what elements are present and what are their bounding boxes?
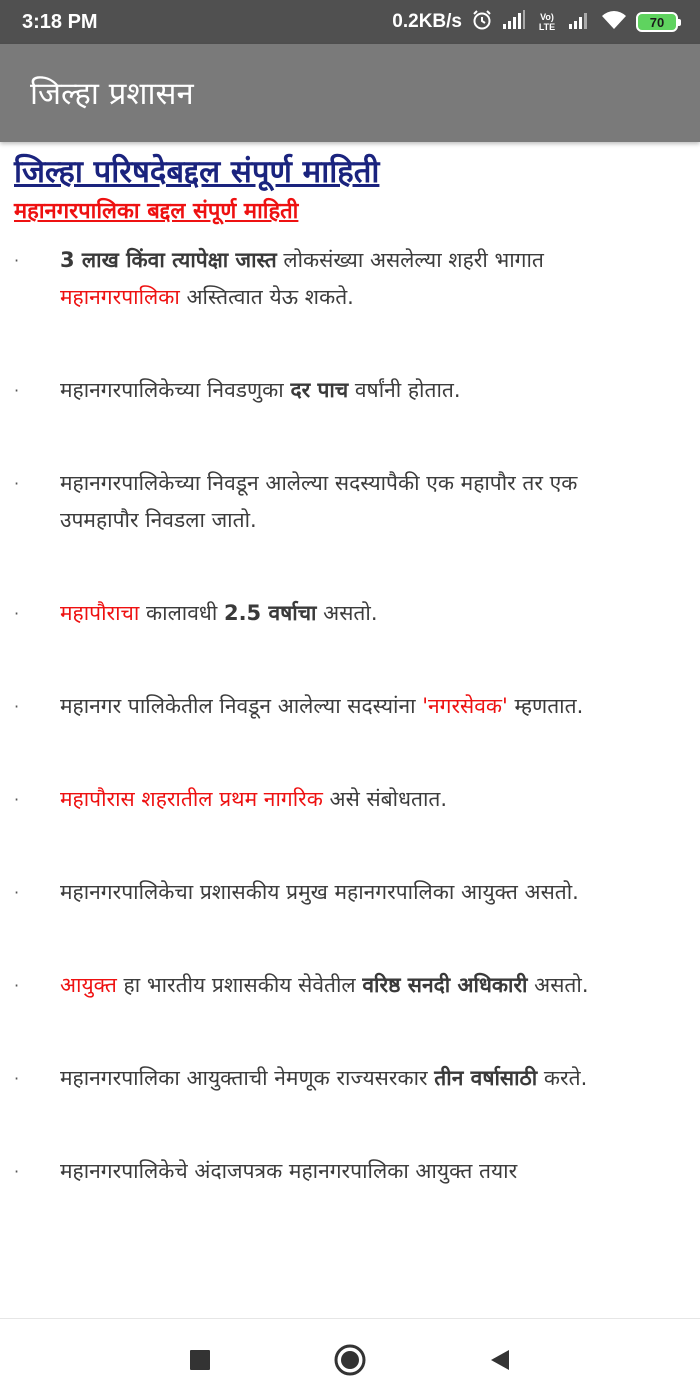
fact-text-segment: महापौराचा: [60, 601, 140, 625]
bullet-dot: ·: [14, 790, 20, 809]
home-circle-icon: [333, 1343, 367, 1377]
fact-text-segment: करते.: [537, 1066, 588, 1090]
mahanagarpalika-link[interactable]: महानगरपालिका बद्दल संपूर्ण माहिती: [14, 199, 299, 224]
fact-item: [14, 242, 700, 316]
fact-text-segment: तीन वर्षासाठी: [434, 1066, 538, 1090]
volte-label: Vo) LTE: [538, 12, 556, 32]
fact-text-segment: महापौरास शहरातील प्रथम नागरिक: [60, 787, 323, 811]
fact-item: [14, 1060, 700, 1097]
alarm-icon: [471, 9, 493, 36]
fact-item: [14, 874, 700, 911]
fact-text-segment: अस्तित्वात येऊ शकते.: [179, 285, 354, 309]
fact-item: [14, 372, 700, 409]
home-button[interactable]: [330, 1340, 370, 1380]
app-title: जिल्हा प्रशासन: [30, 76, 194, 112]
fact-text-segment: म्हणतात.: [507, 694, 584, 718]
fact-text-segment: वर्षांनी होतात.: [348, 378, 461, 402]
recents-square-icon: [189, 1349, 211, 1371]
navigation-bar: [0, 1318, 700, 1400]
fact-text-segment: कालावधी: [139, 601, 224, 625]
fact-text-segment: वरिष्ठ सनदी अधिकारी: [362, 973, 528, 997]
fact-text-segment: असतो.: [527, 973, 589, 997]
bullet-dot: ·: [14, 251, 20, 270]
status-bar: [0, 0, 700, 44]
fact-text-segment: असे संबोधतात.: [322, 787, 448, 811]
fact-item: [14, 781, 700, 818]
bullet-dot: ·: [14, 474, 20, 493]
bullet-dot: ·: [14, 1069, 20, 1088]
back-button[interactable]: [480, 1340, 520, 1380]
bullet-dot: ·: [14, 883, 20, 902]
fact-item: [14, 595, 700, 632]
bullet-dot: ·: [14, 1162, 20, 1181]
fact-text-segment: हा भारतीय प्रशासकीय सेवेतील: [116, 973, 363, 997]
status-time: 3:18 PM: [22, 10, 98, 33]
status-icons: [392, 9, 678, 36]
volte-icon: [535, 12, 559, 32]
signal-icon: [502, 10, 526, 35]
battery-level: 70: [649, 14, 665, 30]
fact-item: [14, 967, 700, 1004]
bullet-dot: ·: [14, 976, 20, 995]
wifi-icon: [601, 10, 627, 35]
fact-text-segment: महानगरपालिकेचे अंदाजपत्रक महानगरपालिका आयुक्त तयार: [60, 1159, 518, 1183]
back-triangle-icon: [488, 1348, 512, 1372]
fact-text-segment: दर पाच: [290, 378, 349, 402]
recents-button[interactable]: [180, 1340, 220, 1380]
fact-text-segment: महानगरपालिकेच्या निवडणुका: [60, 378, 291, 402]
signal-icon-2: [568, 10, 592, 35]
app-bar: [0, 44, 700, 142]
fact-text-segment: 2.5 वर्षाचा: [223, 601, 317, 625]
zilla-parishad-link[interactable]: जिल्हा परिषदेबद्दल संपूर्ण माहिती: [14, 154, 380, 190]
fact-text-segment: 3 लाख किंवा त्यापेक्षा जास्त: [60, 248, 277, 272]
fact-text-segment: महानगरपालिका आयुक्ताची नेमणूक राज्यसरकार: [60, 1066, 435, 1090]
fact-text-segment: महानगरपालिकेचा प्रशासकीय प्रमुख महानगरपालिका आयुक्त असतो.: [60, 880, 579, 904]
content-scroll[interactable]: [0, 142, 700, 1318]
fact-item: [14, 465, 700, 539]
bullet-dot: ·: [14, 697, 20, 716]
fact-text-segment: असतो.: [316, 601, 378, 625]
bullet-dot: ·: [14, 381, 20, 400]
fact-text-segment: महानगर पालिकेतील निवडून आलेल्या सदस्यांना: [60, 694, 423, 718]
facts-list: [14, 242, 700, 1190]
fact-text-segment: महानगरपालिका: [60, 285, 180, 309]
fact-text-segment: लोकसंख्या असलेल्या शहरी भागात: [276, 248, 544, 272]
fact-text-segment: 'नगरसेवक': [422, 694, 508, 718]
battery-icon: [636, 12, 678, 32]
fact-item: [14, 1153, 700, 1190]
fact-text-segment: आयुक्त: [60, 973, 117, 997]
bullet-dot: ·: [14, 604, 20, 623]
net-speed: 0.2KB/s: [392, 11, 462, 32]
fact-text-segment: महानगरपालिकेच्या निवडून आलेल्या सदस्यापैकी एक महापौर तर एक उपमहापौर निवडला जातो.: [60, 471, 578, 532]
fact-item: [14, 688, 700, 725]
